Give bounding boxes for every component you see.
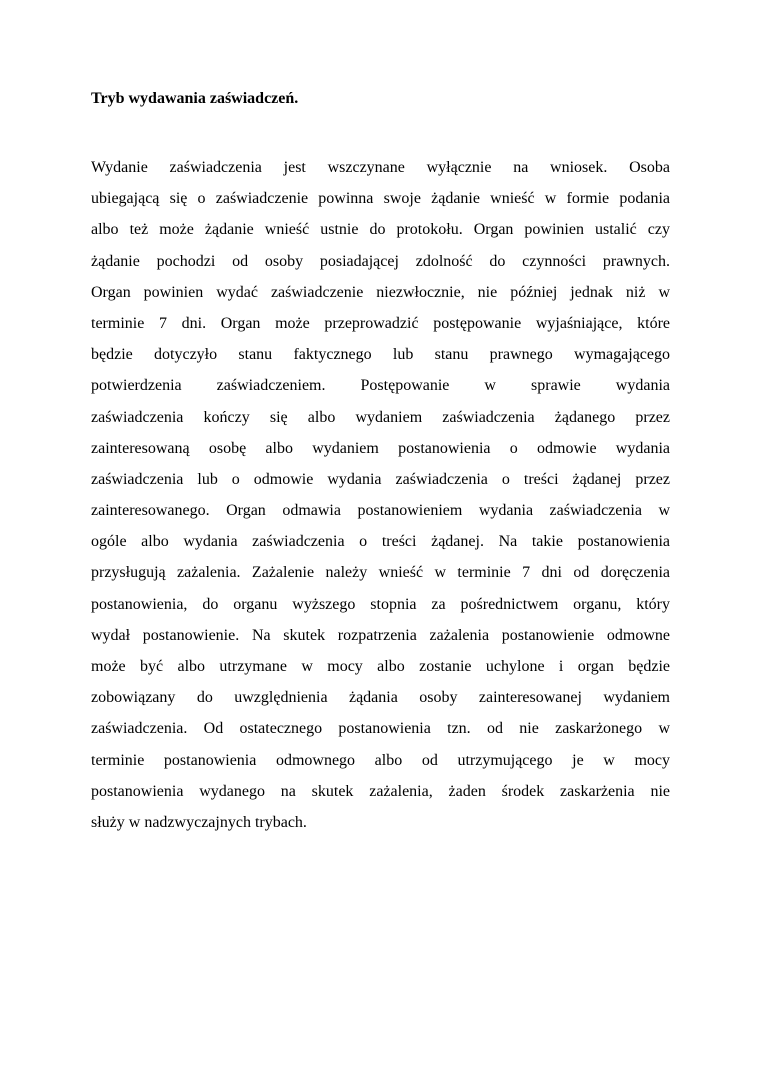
document-body: [91, 152, 670, 838]
body-line: zaświadczenia lub o odmowie wydania zaświadczenia o treści żądanej przez: [91, 470, 670, 488]
body-line: ubiegającą się o zaświadczenie powinna swoje żądanie wnieść w formie podania: [91, 190, 670, 208]
body-line: Wydanie zaświadczenia jest wszczynane wyłącznie na wniosek. Osoba: [91, 159, 670, 176]
body-line: terminie 7 dni. Organ może przeprowadzić postępowanie wyjaśniające, które: [91, 314, 670, 332]
body-line: postanowienia, do organu wyższego stopnia za pośrednictwem organu, który: [91, 595, 670, 613]
body-line: ogóle albo wydania zaświadczenia o treści żądanej. Na takie postanowienia: [91, 533, 670, 551]
body-line: zaświadczenia kończy się albo wydaniem zaświadczenia żądanego przez: [91, 408, 670, 426]
body-line: żądanie pochodzi od osoby posiadającej zdolność do czynności prawnych.: [91, 252, 670, 270]
body-line: zobowiązany do uwzględnienia żądania osoby zainteresowanej wydaniem: [91, 689, 670, 707]
body-line: potwierdzenia zaświadczeniem. Postępowanie w sprawie wydania: [91, 377, 670, 395]
body-line: będzie dotyczyło stanu faktycznego lub stanu prawnego wymagającego: [91, 346, 670, 364]
body-line: Organ powinien wydać zaświadczenie niezwłocznie, nie później jednak niż w: [91, 283, 670, 301]
body-line: wydał postanowienie. Na skutek rozpatrzenia zażalenia postanowienie odmowne: [91, 626, 670, 644]
body-line: zainteresowanego. Organ odmawia postanowieniem wydania zaświadczenia w: [91, 502, 670, 520]
body-line: przysługują zażalenia. Zażalenie należy wnieść w terminie 7 dni od doręczenia: [91, 564, 670, 582]
body-line: zaświadczenia. Od ostatecznego postanowienia tzn. od nie zaskarżonego w: [91, 720, 670, 738]
body-line: albo też może żądanie wnieść ustnie do protokołu. Organ powinien ustalić czy: [91, 221, 670, 239]
body-line: terminie postanowienia odmownego albo od utrzymującego je w mocy: [91, 751, 670, 769]
body-line: zainteresowaną osobę albo wydaniem postanowienia o odmowie wydania: [91, 439, 670, 457]
body-line-last: służy w nadzwyczajnych trybach.: [91, 813, 307, 831]
document-title: Tryb wydawania zaświadczeń.: [91, 90, 299, 107]
body-line: może być albo utrzymane w mocy albo zostanie uchylone i organ będzie: [91, 658, 670, 675]
body-line: postanowienia wydanego na skutek zażalenia, żaden środek zaskarżenia nie: [91, 782, 670, 800]
